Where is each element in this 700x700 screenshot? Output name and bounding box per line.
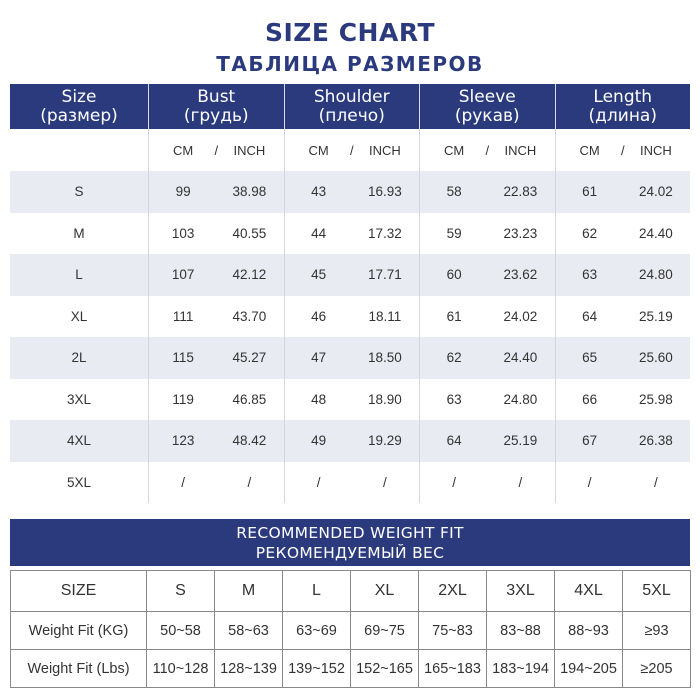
size-chart-title-ru: ТАБЛИЦА РАЗМЕРОВ (216, 52, 484, 76)
inch-value: 18.11 (368, 308, 402, 324)
measure-cell (284, 171, 420, 213)
inch-value: 38.98 (232, 184, 267, 200)
weight-fit-cell: 183~194 (487, 650, 555, 688)
inch-value: 24.80 (638, 267, 673, 283)
weight-fit-cell: S (147, 571, 215, 612)
unit-cell-sleeve (419, 129, 555, 171)
header-shoulder (284, 84, 420, 129)
measure-cell (284, 379, 420, 421)
cm-value: / (587, 474, 592, 490)
cm-value: 123 (171, 433, 195, 449)
header-bust-en: Bust (197, 86, 236, 107)
table-row (10, 296, 690, 338)
weight-fit-cell: ≥93 (623, 612, 691, 650)
cm-value: 46 (311, 308, 327, 324)
inch-value: 46.85 (232, 391, 267, 407)
size-cell: S (74, 184, 84, 200)
cm-value: 49 (311, 433, 327, 449)
header-size-en: Size (61, 86, 97, 107)
inch-value: 25.98 (638, 391, 673, 407)
unit-inch: INCH (233, 142, 266, 158)
weight-fit-cell: 139~152 (283, 650, 351, 688)
weight-fit-cell: 63~69 (283, 612, 351, 650)
inch-value: 43.70 (232, 308, 267, 324)
measure-cell (284, 213, 420, 255)
weight-fit-cell: 110~128 (147, 650, 215, 688)
weight-fit-cell: 2XL (419, 571, 487, 612)
cm-value: 64 (582, 308, 598, 324)
cm-value: 59 (446, 225, 462, 241)
weight-fit-cell: L (283, 571, 351, 612)
weight-fit-table (10, 570, 691, 688)
header-size-ru: (размер) (40, 105, 118, 126)
weight-fit-row (11, 612, 691, 650)
inch-value: 24.40 (503, 350, 538, 366)
cm-value: 115 (172, 350, 194, 366)
inch-value: 25.60 (638, 350, 673, 366)
weight-fit-cell: 69~75 (351, 612, 419, 650)
inch-value: 24.02 (638, 184, 673, 200)
inch-value: 17.32 (367, 225, 402, 241)
unit-cm: CM (173, 142, 194, 158)
cm-value: 111 (172, 308, 194, 324)
weight-fit-label: Weight Fit (KG) (11, 612, 147, 650)
size-cell: L (75, 267, 83, 283)
weight-fit-cell: 83~88 (487, 612, 555, 650)
measure-cell (148, 296, 284, 338)
measure-cell (419, 213, 555, 255)
unit-cm: CM (444, 142, 465, 158)
unit-slash: / (485, 142, 490, 158)
header-sleeve-en: Sleeve (458, 86, 516, 107)
header-length (555, 84, 691, 129)
measure-cell (555, 462, 691, 504)
measure-cell (555, 420, 691, 462)
inch-value: 24.80 (503, 391, 538, 407)
unit-cell-shoulder (284, 129, 420, 171)
cm-value: 63 (446, 391, 462, 407)
cm-value: 99 (175, 184, 191, 200)
header-bust (148, 84, 284, 129)
cm-value: / (316, 474, 321, 490)
size-chart-header (10, 84, 690, 129)
inch-value: 22.83 (503, 184, 538, 200)
inch-value: 19.29 (367, 433, 402, 449)
table-row (10, 337, 690, 379)
weight-fit-cell: 3XL (487, 571, 555, 612)
weight-fit-cell: XL (351, 571, 419, 612)
table-row (10, 420, 690, 462)
weight-fit-cell: M (215, 571, 283, 612)
header-shoulder-ru: (плечо) (318, 105, 385, 126)
cm-value: 63 (582, 267, 598, 283)
measure-cell (555, 213, 691, 255)
inch-value: / (247, 474, 252, 490)
inch-value: 26.38 (638, 433, 673, 449)
measure-cell (284, 420, 420, 462)
size-cell: 3XL (66, 391, 92, 407)
measure-cell (148, 337, 284, 379)
measure-cell (555, 254, 691, 296)
inch-value: 24.40 (638, 225, 673, 241)
size-cell: 5XL (66, 474, 92, 490)
inch-value: 18.90 (367, 391, 402, 407)
unit-slash: / (349, 142, 354, 158)
cm-value: 103 (171, 225, 195, 241)
measure-cell (419, 462, 555, 504)
table-row (10, 171, 690, 213)
cm-value: 67 (582, 433, 598, 449)
cm-value: 44 (311, 225, 327, 241)
measure-cell (148, 462, 284, 504)
header-length-ru: (длина) (588, 105, 657, 126)
unit-inch: INCH (639, 142, 672, 158)
inch-value: 25.19 (503, 433, 538, 449)
weight-fit-label: SIZE (11, 571, 147, 612)
measure-cell (148, 254, 284, 296)
inch-value: 40.55 (232, 225, 267, 241)
weight-fit-header (10, 519, 690, 566)
measure-cell (419, 337, 555, 379)
inch-value: 45.27 (232, 350, 267, 366)
weight-fit-cell: ≥205 (623, 650, 691, 688)
unit-cell-empty (10, 129, 148, 171)
cm-value: 58 (446, 184, 462, 200)
cm-value: 62 (582, 225, 598, 241)
measure-cell (555, 337, 691, 379)
weight-fit-cell: 194~205 (555, 650, 623, 688)
inch-value: 24.02 (503, 308, 538, 324)
inch-value: / (653, 474, 658, 490)
cm-value: 65 (582, 350, 598, 366)
unit-cell-length (555, 129, 691, 171)
cm-value: 64 (446, 433, 462, 449)
measure-cell (555, 296, 691, 338)
size-cell: XL (70, 308, 88, 324)
size-cell: 2L (71, 350, 87, 366)
inch-value: 42.12 (232, 267, 267, 283)
header-bust-ru: (грудь) (183, 105, 249, 126)
measure-cell (419, 420, 555, 462)
measure-cell (148, 171, 284, 213)
inch-value: 23.23 (503, 225, 538, 241)
weight-fit-cell: 50~58 (147, 612, 215, 650)
header-shoulder-en: Shoulder (313, 86, 390, 107)
cm-value: / (181, 474, 185, 490)
size-cell: M (73, 225, 85, 241)
measure-cell (419, 171, 555, 213)
weight-fit-row (11, 571, 691, 612)
cm-value: 107 (171, 267, 195, 283)
measure-cell (555, 379, 691, 421)
weight-fit-cell: 75~83 (419, 612, 487, 650)
measure-cell (284, 462, 420, 504)
unit-cm: CM (579, 142, 600, 158)
weight-fit-cell: 58~63 (215, 612, 283, 650)
measure-cell (148, 213, 284, 255)
weight-fit-cell: 5XL (623, 571, 691, 612)
cm-value: 43 (311, 184, 327, 200)
inch-value: / (382, 474, 387, 490)
inch-value: 17.71 (367, 267, 402, 283)
weight-fit-row (11, 650, 691, 688)
cm-value: 119 (172, 391, 194, 407)
size-rows (10, 171, 690, 503)
cm-value: 61 (582, 184, 598, 200)
weight-fit-title: RECOMMENDED WEIGHT FIT (236, 523, 464, 542)
measure-cell (284, 296, 420, 338)
inch-value: 23.62 (503, 267, 538, 283)
unit-row (10, 129, 690, 171)
cm-value: 61 (446, 308, 462, 324)
cm-value: 45 (311, 267, 327, 283)
weight-fit-cell: 4XL (555, 571, 623, 612)
weight-fit-cell: 128~139 (215, 650, 283, 688)
measure-cell (284, 337, 420, 379)
table-row (10, 213, 690, 255)
measure-cell (148, 379, 284, 421)
measure-cell (419, 296, 555, 338)
table-row (10, 379, 690, 421)
size-cell: 4XL (66, 433, 92, 449)
unit-slash: / (620, 142, 625, 158)
weight-fit-label: Weight Fit (Lbs) (11, 650, 147, 688)
weight-fit-section (10, 519, 690, 688)
cm-value: 47 (311, 350, 327, 366)
header-sleeve-ru: (рукав) (454, 105, 520, 126)
weight-fit-cell: 165~183 (419, 650, 487, 688)
header-size (10, 84, 148, 129)
cm-value: 60 (446, 267, 462, 283)
unit-inch: INCH (504, 142, 537, 158)
header-sleeve (419, 84, 555, 129)
weight-fit-title-ru: РЕКОМЕНДУЕМЫЙ ВЕС (255, 543, 445, 562)
measure-cell (284, 254, 420, 296)
table-row (10, 462, 690, 504)
unit-cm: CM (308, 142, 329, 158)
cm-value: 48 (311, 391, 327, 407)
cm-value: / (452, 474, 456, 490)
inch-value: / (518, 474, 523, 490)
inch-value: 18.50 (367, 350, 402, 366)
inch-value: 16.93 (367, 184, 402, 200)
measure-cell (555, 171, 691, 213)
header-length-en: Length (593, 86, 653, 107)
measure-cell (419, 379, 555, 421)
size-chart-table (10, 84, 690, 503)
cm-value: 62 (446, 350, 462, 366)
unit-slash: / (214, 142, 219, 158)
measure-cell (148, 420, 284, 462)
unit-inch: INCH (368, 142, 401, 158)
measure-cell (419, 254, 555, 296)
inch-value: 48.42 (232, 433, 267, 449)
size-chart-title: SIZE CHART (264, 18, 435, 47)
inch-value: 25.19 (638, 308, 673, 324)
cm-value: 66 (582, 391, 598, 407)
table-row (10, 254, 690, 296)
weight-fit-cell: 152~165 (351, 650, 419, 688)
unit-cell-bust (148, 129, 284, 171)
weight-fit-cell: 88~93 (555, 612, 623, 650)
